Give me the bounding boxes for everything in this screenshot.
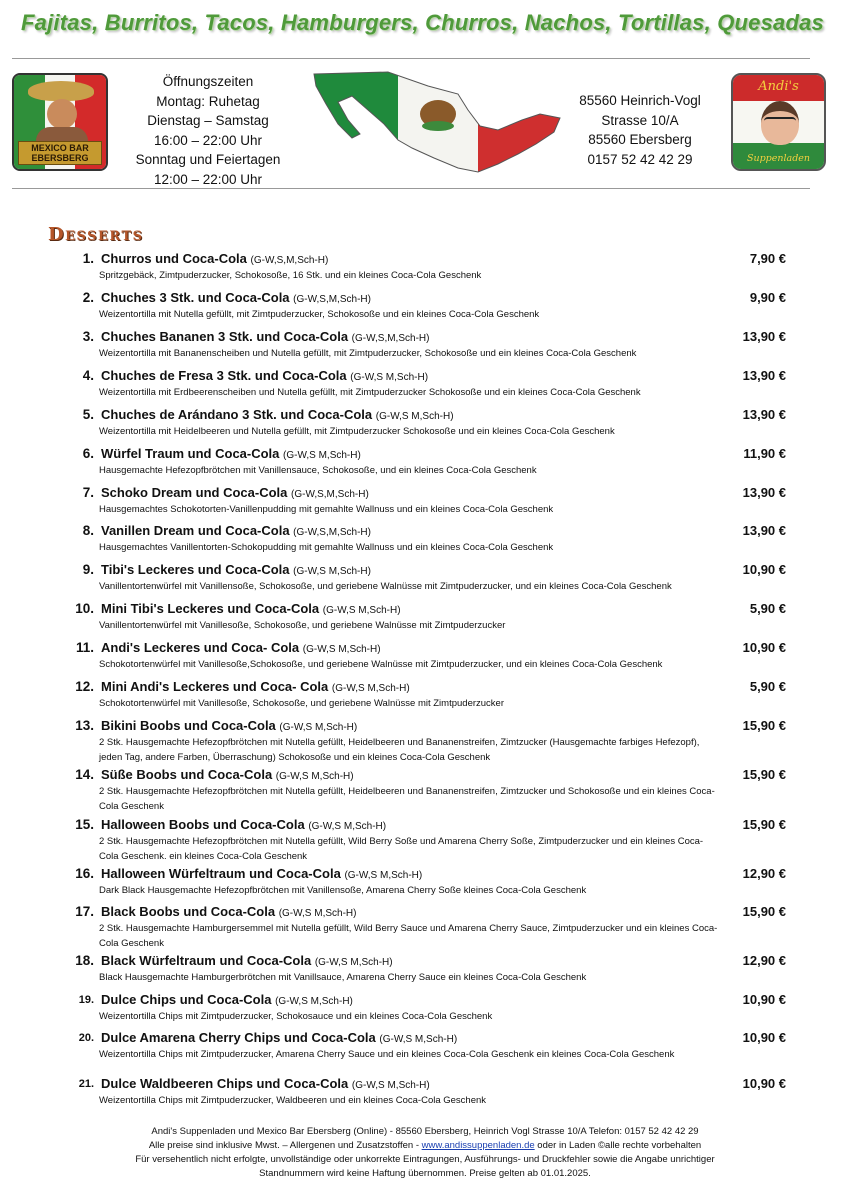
item-price: 15,90 € [742,904,786,919]
item-number: 21. [78,1078,94,1090]
opening-hours [118,72,298,190]
item-name [101,767,354,782]
item-description: Weizentortilla mit Erdbeerenscheiben und Nutella gefüllt, mit Zimtpuderzucker Schokosoße und ein kleines Coca-Cola Geschenk [99,387,641,398]
item-name [101,718,357,733]
item-name [101,904,356,919]
item-name [101,1076,430,1091]
item-description: Hausgemachtes Schokotorten-Vanillenpudding mit gemahlte Wallnuss und ein kleines Coca-Cola Geschenk [99,504,554,515]
item-description: Schokotortenwürfel mit Vanillesoße,Schokosoße, und geriebene Walnüsse mit Zimtpuderzucker, und ein kleines Coca-Cola Geschenk [99,659,663,670]
item-price: 10,90 € [742,640,786,655]
allergen-codes: (G-W,S,M,Sch-H) [351,333,430,344]
item-description: Weizentortilla mit Heidelbeeren und Nutella gefüllt, mit Zimtpuderzucker Schokosoße und ein kleines Coca-Cola Geschenk [99,426,615,437]
opening-hours-title: Öffnungszeiten [162,74,254,89]
footer-line: Alle preise sind inklusive Mwst. – Allergenen und Zusatzstoffen - www.andissuppenladen.de oder in Laden ©alle rechte vorbehalten [148,1140,702,1151]
allergen-codes: (G-W,S M,Sch-H) [314,957,393,968]
item-price: 13,90 € [742,485,786,500]
allergen-codes: (G-W,S M,Sch-H) [283,450,361,461]
item-price: 13,90 € [742,368,786,383]
item-number: 12. [75,679,94,694]
allergen-codes: (G-W,S M,Sch-H) [302,644,381,655]
mexico-flag-map-icon [308,68,566,176]
item-number: 6. [82,446,94,461]
item-title: Tibi's Leckeres und Coca-Cola [101,562,290,577]
item-price: 12,90 € [742,953,786,968]
item-title: Bikini Boobs und Coca-Cola [101,718,276,733]
allergen-codes: (G-W,S,M,Sch-H) [250,255,329,266]
hours-line: Sonntag und Feiertagen [135,152,281,168]
item-name [101,523,371,538]
item-price: 10,90 € [742,992,786,1007]
item-number: 5. [82,407,94,422]
item-title: Mini Tibi's Leckeres und Coca-Cola [101,601,320,616]
item-title: Vanillen Dream und Coca-Cola [101,523,290,538]
section-title: Desserts [48,224,144,245]
allergen-codes: (G-W,S M,Sch-H) [275,771,354,782]
item-description: Weizentortilla Chips mit Zimtpuderzucker, Amarena Cherry Sauce und ein kleines Coca-Cola Geschenk ein kleines Coca-Cola Geschenk [99,1049,675,1060]
item-title: Andi's Leckeres und Coca- Cola [101,640,300,655]
website-link[interactable]: www.andissuppenladen.de [421,1140,535,1151]
item-description: Vanillentortenwürfel mit Vanillensoße, Schokosoße, und geriebene Walnüsse mit Zimtpuderzucker, und ein kleines Coca-Cola Geschenk [99,581,672,592]
allergen-codes: (G-W,S M,Sch-H) [351,1080,430,1091]
item-description: Hausgemachte Hefezopfbrötchen mit Vanillensauce, Schokosoße, und ein kleines Coca-Cola Geschenk [99,465,537,476]
item-number: 17. [75,904,94,919]
item-name [101,679,410,694]
item-name [101,407,454,422]
item-title: Mini Andi's Leckeres und Coca- Cola [101,679,329,694]
item-title: Dulce Chips und Coca-Cola [101,992,272,1007]
phone-number: 0157 52 42 42 29 [587,151,693,167]
item-number: 9. [82,562,94,577]
allergen-codes: (G-W,S M,Sch-H) [331,683,410,694]
allergen-codes: (G-W,S,M,Sch-H) [293,294,371,305]
item-price: 15,90 € [742,767,786,782]
item-price: 13,90 € [742,407,786,422]
item-title: Black Boobs und Coca-Cola [101,904,276,919]
item-name [101,562,371,577]
footer-line: Für versehentlich nicht erfolgte, unvollständige oder unkorrekte Eintragungen, Ausführungs- und Druckfehler sowie die Angabe unrichtiger [135,1154,715,1165]
item-description: Spritzgebäck, Zimtpuderzucker, Schokosoße, 16 Stk. und ein kleines Coca-Cola Geschenk [99,270,482,281]
item-title: Dulce Waldbeeren Chips und Coca-Cola [101,1076,349,1091]
item-price: 15,90 € [742,817,786,832]
mexico-bar-logo [12,73,108,171]
andis-logo-subtitle: Suppenladen [746,153,811,164]
item-name [101,601,401,616]
item-number: 1. [82,251,94,266]
item-name [101,866,422,881]
item-title: Dulce Amarena Cherry Chips und Coca-Cola [101,1030,376,1045]
item-name [101,992,353,1007]
item-description: Black Hausgemachte Hamburgerbrötchen mit Vanillsauce, Amarena Cherry Sauce ein kleines Coca-Cola Geschenk [99,972,587,983]
item-name [101,953,393,968]
item-number: 15. [75,817,94,832]
allergen-codes: (G-W,S M,Sch-H) [278,908,357,919]
allergen-codes: (G-W,S M,Sch-H) [379,1034,458,1045]
item-number: 3. [82,329,94,344]
item-description: Dark Black Hausgemachte Hefezopfbrötchen mit Vanillensoße, Amarena Cherry Soße kleines Coca-Cola Geschenk [99,885,587,896]
item-price: 7,90 € [749,251,786,266]
item-description: 2 Stk. Hausgemachte Hefezopfbrötchen mit Nutella gefüllt, Heidelbeeren und Bananenstreifen, Zimtzucker und Schokosoße und ein kleines Coca-Cola Geschenk [99,786,715,812]
item-name [101,817,386,832]
item-title: Halloween Würfeltraum und Coca-Cola [101,866,341,881]
item-price: 12,90 € [742,866,786,881]
allergen-codes: (G-W,S,M,Sch-H) [293,527,371,538]
footer-line: Standnummern wird keine Haftung übernommen. Preise gelten ab 01.01.2025. [259,1168,591,1179]
item-price: 13,90 € [742,329,786,344]
allergen-codes: (G-W,S M,Sch-H) [375,411,454,422]
footer [60,1125,790,1181]
item-name [101,640,381,655]
item-description: Weizentortilla mit Bananenscheiben und Nutella gefüllt, mit Zimtpuderzucker, Schokosoße und ein kleines Coca-Cola Geschenk [99,348,637,359]
item-name [101,368,428,383]
item-title: Churros und Coca-Cola [101,251,247,266]
address-line: Strasse 10/A [601,112,679,128]
allergen-codes: (G-W,S M,Sch-H) [344,870,423,881]
item-title: Black Würfeltraum und Coca-Cola [101,953,312,968]
item-title: Halloween Boobs und Coca-Cola [101,817,305,832]
mexico-bar-logo-label: MEXICO BAR EBERSBERG [18,141,102,165]
header-top-divider [12,58,810,59]
item-name [101,446,361,461]
item-number: 13. [75,718,94,733]
item-name [101,251,328,266]
allergen-codes: (G-W,S M,Sch-H) [279,722,358,733]
item-description: 2 Stk. Hausgemachte Hefezopfbrötchen mit Nutella gefüllt, Wild Berry Soße und Amarena Cherry Soße, Zimtpuderzucker und ein kleines Coca-Cola Geschenk. ein kleines Coca-Cola Geschenk [99,836,704,862]
item-number: 11. [75,640,94,655]
item-price: 10,90 € [742,1076,786,1091]
hours-line: 16:00 – 22:00 Uhr [153,132,263,148]
item-title: Chuches de Arándano 3 Stk. und Coca-Cola [101,407,373,422]
item-number: 10. [75,601,94,616]
allergen-codes: (G-W,S M,Sch-H) [350,372,429,383]
restaurant-address [560,91,720,169]
item-name [101,1030,457,1045]
item-price: 11,90 € [743,446,786,461]
allergen-codes: (G-W,S M,Sch-H) [322,605,401,616]
item-price: 5,90 € [749,601,786,616]
item-title: Chuches Bananen 3 Stk. und Coca-Cola [101,329,349,344]
item-title: Würfel Traum und Coca-Cola [101,446,280,461]
item-number: 8. [82,523,94,538]
item-number: 2. [82,290,94,305]
item-price: 13,90 € [742,523,786,538]
allergen-codes: (G-W,S M,Sch-H) [293,566,371,577]
andis-suppenladen-logo [731,73,826,171]
item-description: Weizentortilla mit Nutella gefüllt, mit Zimtpuderzucker, Schokosoße und ein kleines Coca-Cola Geschenk [99,309,540,320]
item-number: 7. [82,485,94,500]
item-number: 14. [75,767,94,782]
allergen-codes: (G-W,S M,Sch-H) [308,821,387,832]
item-number: 18. [75,953,94,968]
item-description: Weizentortilla Chips mit Zimtpuderzucker, Schokosauce und ein kleines Coca-Cola Geschenk [99,1011,493,1022]
item-name [101,485,369,500]
item-description: Schokotortenwürfel mit Vanillesoße, Schokosoße, und geriebene Walnüsse mit Zimtpuderzucker [99,698,504,709]
item-price: 10,90 € [742,562,786,577]
hours-line: 12:00 – 22:00 Uhr [153,171,263,187]
item-number: 20. [78,1032,94,1044]
sombrero-icon [28,81,94,101]
address-line: 85560 Heinrich-Vogl [579,93,701,108]
item-name [101,329,429,344]
allergen-codes: (G-W,S M,Sch-H) [275,996,353,1007]
item-name [101,290,371,305]
item-title: Süße Boobs und Coca-Cola [101,767,273,782]
item-price: 15,90 € [742,718,786,733]
footer-line: Andi's Suppenladen und Mexico Bar Ebersberg (Online) - 85560 Ebersberg, Heinrich Vogl Strasse 10/A Telefon: 0157 52 42 42 29 [151,1126,699,1137]
item-number: 16. [75,866,94,881]
item-description: Vanillentortenwürfel mit Vanillesoße, Schokosoße, und geriebene Walnüsse mit Zimtpuderzucker [99,620,506,631]
item-title: Chuches de Fresa 3 Stk. und Coca-Cola [101,368,347,383]
cuisine-banner: Fajitas, Burritos, Tacos, Hamburgers, Churros, Nachos, Tortillas, Quesadas [21,10,824,35]
item-title: Schoko Dream und Coca-Cola [101,485,288,500]
item-price: 5,90 € [749,679,786,694]
item-description: 2 Stk. Hausgemachte Hefezopfbrötchen mit Nutella gefüllt, Heidelbeeren und Bananenstreifen, Zimtzucker (Hausgemachte farbiges Hefezopf), jeden Tag, andere Farben, Überraschung) Schokosoße und ein kleines Coca-Cola Geschenk [99,737,700,763]
address-line: 85560 Ebersberg [588,132,692,148]
andis-logo-title: Andi's [758,79,799,94]
allergen-codes: (G-W,S,M,Sch-H) [291,489,369,500]
item-description: 2 Stk. Hausgemachte Hamburgersemmel mit Nutella gefüllt, Wild Berry Sauce und Amarena Cherry Sauce, Zimtpuderzucker und ein kleines Coca-Cola Geschenk [99,923,718,949]
item-price: 10,90 € [742,1030,786,1045]
item-price: 9,90 € [749,290,786,305]
item-description: Weizentortilla Chips mit Zimtpuderzucker, Waldbeeren und ein kleines Coca-Cola Geschenk [99,1095,487,1106]
hours-line: Montag: Ruhetag [156,93,260,109]
hours-line: Dienstag – Samstag [147,113,269,129]
item-number: 4. [82,368,94,383]
item-description: Hausgemachtes Vanillentorten-Schokopudding mit gemahlte Wallnuss und ein kleines Coca-Cola Geschenk [99,542,554,553]
item-title: Chuches 3 Stk. und Coca-Cola [101,290,290,305]
item-number: 19. [78,994,94,1006]
